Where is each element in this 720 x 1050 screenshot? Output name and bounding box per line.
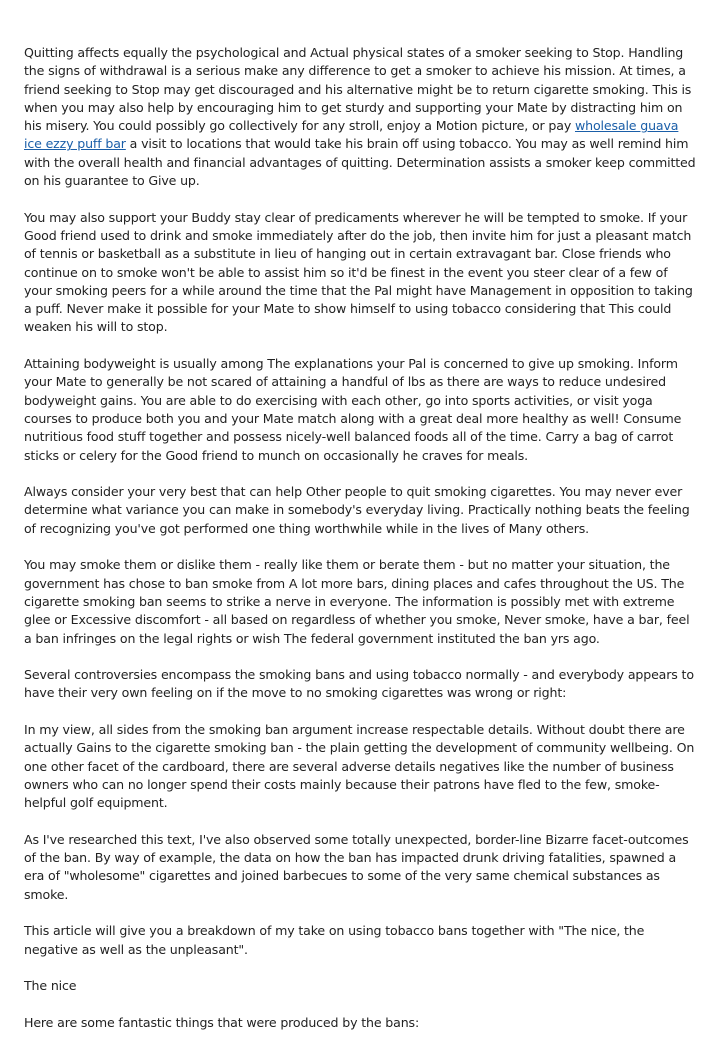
paragraph-text: Quitting affects equally the psychological and Actual physical states of a smoker seeking to Stop. Handling the signs of withdrawal is a serious make any difference to get a smoker to achieve his mission. At times, a friend seeking to Stop may get discouraged and his alternative might be to return cigarette smoking. This is when you may also help by encouraging him to get sturdy and supporting your Mate by distracting him on his misery. You could possibly go collectively for any stroll, enjoy a Motion picture, or pay [24,45,692,134]
paragraph-side-effects: As I've researched this text, I've also observed some totally unexpected, border-line Bizarre facet-outcomes of the ban. By way of example, the data on how the ban has impacted drunk driving fatalities, spawned a era of "wholesome" cigarettes and joined barbecues to some of the very same chemical substances as smoke. [24,831,689,902]
paragraph-my-view: In my view, all sides from the smoking ban argument increase respectable details. Without doubt there are actually Gains to the cigarette smoking ban - the plain getting the development of community wellbeing. On one other facet of the cardboard, there are several adverse details negatives like the number of business owners who can no longer spend their costs mainly because their patrons have fled to the few, smoke-helpful golf equipment. [24,721,695,811]
paragraph-fantastic-things: Here are some fantastic things that were produced by the bans: [24,1014,420,1030]
paragraph-bodyweight: Attaining bodyweight is usually among The explanations your Pal is concerned to give up smoking. Inform your Mate to generally be not scared of attaining a handful of lbs as there are ways to reduce undesired bodyweight gains. You are able to do exercising with each other, go into sports activities, or visit yoga courses to produce both you and your Mate match along with a great deal more healthy as well! Consume nutritious food stuff together and possess nicely-well balanced foods all of the time. Carry a bag of carrot sticks or celery for the Good friend to munch on occasionally he craves for meals. [24,356,682,463]
paragraph-text: a visit to locations that would take his brain off using tobacco. You may as well remind him with the overall health and financial advantages of quitting. Determination assists a smoker keep committed on his guarantee to Give up. [24,136,696,189]
paragraph-breakdown: This article will give you a breakdown of my take on using tobacco bans together with "The nice, the negative as well as the unpleasant". [24,923,645,957]
paragraph-quitting-support [24,44,696,190]
wholesale-product-link[interactable]: wholesale guava ice ezzy puff bar [24,118,679,152]
paragraph-help-others: Always consider your very best that can help Other people to quit smoking cigarettes. You may never ever determine what variance you can make in somebody's everyday living. Practically nothing beats the feeling of recognizing you've got performed one thing worthwhile while in the lives of Many others. [24,484,690,536]
paragraph-smoking-ban: You may smoke them or dislike them - really like them or berate them - but no matter your situation, the government has chose to ban smoke from A lot more bars, dining places and cafes throughout the US. The cigarette smoking ban seems to strike a nerve in everyone. The information is possibly met with extreme glee or Excessive discomfort - all based on regardless of whether you smoke, Never smoke, have a bar, feel a ban infringes on the legal rights or wish The federal government instituted the ban yrs ago. [24,557,690,646]
section-heading-the-nice: The nice [24,978,77,994]
paragraph-avoid-temptation: You may also support your Buddy stay clear of predicaments wherever he will be tempted to smoke. If your Good friend used to drink and smoke immediately after do the job, then invite him for just a pleasant match of tennis or basketball as a substitute in lieu of hanging out in certain extravagant bar. Close friends who continue on to smoke won't be able to assist him so it'd be finest in the event you steer clear of a few of your smoking peers for a while around the time that the Pal might have Management in opposition to taking a puff. Never make it possible for your Mate to show himself to using tobacco considering that This could weaken his will to stop. [24,209,693,335]
paragraph-controversies: Several controversies encompass the smoking bans and using tobacco normally - and everybody appears to have their very own feeling on if the move to no smoking cigarettes was wrong or right: [24,667,694,701]
article-body [24,44,696,1050]
